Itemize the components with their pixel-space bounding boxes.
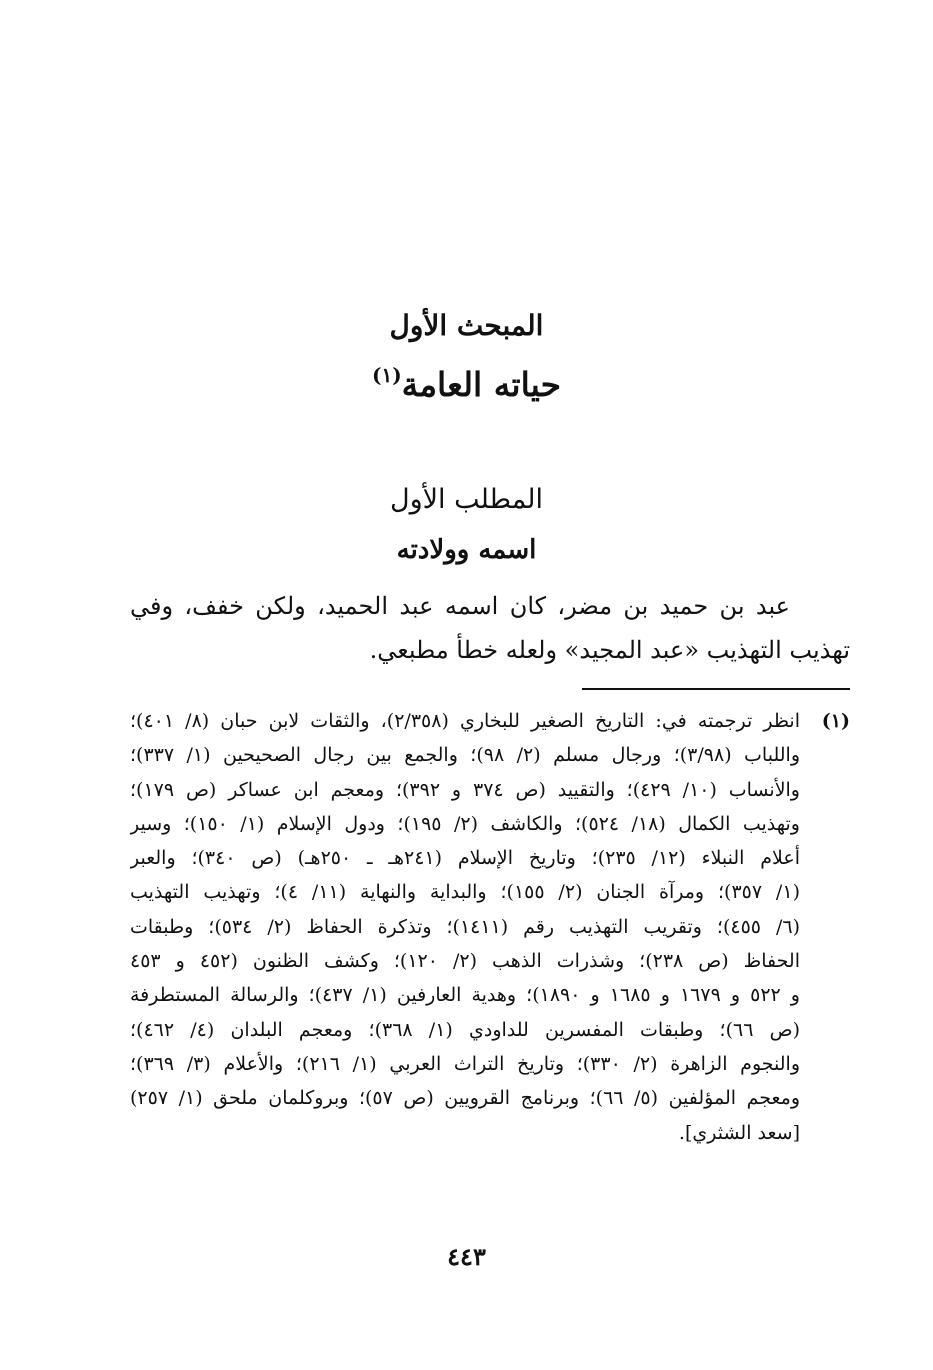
footnote-reference[interactable]: (١): [371, 363, 402, 387]
footnote-line: والنجوم الزاهرة (٢/ ٣٣٠)؛ وتاريخ التراث العربي (١/ ٢١٦)؛ والأعلام (٣/ ٣٦٩)؛: [130, 1052, 800, 1075]
body-line: تهذيب التهذيب «عبد المجيد» ولعله خطأ مطبعي.: [369, 636, 850, 664]
footnote-line: والأنساب (١٠/ ٤٢٩)؛ والتقييد (ص ٣٧٤ و ٣٩٢)؛ ومعجم ابن عساكر (ص ١٧٩)؛: [130, 778, 800, 801]
footnote-line: و ٥٢٢ و ١٦٧٩ و ١٦٨٥ و ١٨٩٠)؛ وهدية العارفين (١/ ٤٣٧)؛ والرسالة المستطرفة: [130, 984, 800, 1007]
footnote-line: وتهذيب الكمال (١٨/ ٥٢٤)؛ والكاشف (٢/ ١٩٥)؛ ودول الإسلام (١/ ١٥٠)؛ وسير: [130, 812, 800, 835]
footnote-number: (١): [821, 710, 850, 732]
chapter-subtitle-text: حياته العامة: [401, 365, 562, 404]
footnote-line: (١/ ٣٥٧)؛ ومرآة الجنان (٢/ ١٥٥)؛ والبداية والنهاية (١١/ ٤)؛ وتهذيب التهذيب: [130, 881, 800, 904]
footnote-line: انظر ترجمته في: التاريخ الصغير للبخاري (٢/٣٥٨)، والثقات لابن حبان (٨/ ٤٠١)؛: [130, 710, 800, 732]
footnote-line: ومعجم المؤلفين (٥/ ٦٦)؛ وبرنامج القرويين (ص ٥٧)؛ وبروكلمان ملحق (١/ ٢٥٧): [130, 1087, 800, 1110]
footnote-line: (ص ٦٦)؛ وطبقات المفسرين للداودي (١/ ٣٦٨)؛ ومعجم البلدان (٤/ ٤٦٢)؛: [130, 1018, 800, 1041]
footnote-line: أعلام النبلاء (١٢/ ٢٣٥)؛ وتاريخ الإسلام (٢٤١هـ ـ ٢٥٠هـ) (ص ٣٤٠)؛ والعبر: [130, 847, 800, 870]
section-subtitle: اسمه وولادته: [396, 535, 537, 565]
page-number: ٤٤٣: [447, 1242, 486, 1271]
footnote-line: الحفاظ (ص ٢٣٨)؛ وشذرات الذهب (٢/ ١٢٠)؛ وكشف الظنون (٤٥٢ و ٤٥٣: [130, 950, 800, 973]
footnote: [130, 704, 850, 1150]
footnote-line: (٦/ ٤٥٥)؛ وتقريب التهذيب رقم (١٤١١)؛ وتذكرة الحفاظ (٢/ ٥٣٤)؛ وطبقات: [130, 915, 800, 938]
chapter-subtitle: [0, 352, 933, 408]
footnote-line: واللباب (٣/٩٨)؛ ورجال مسلم (٢/ ٩٨)؛ والجمع بين رجال الصحيحين (١/ ٣٣٧)؛: [130, 744, 800, 767]
footnote-line: [سعد الشثري].: [678, 1121, 800, 1144]
body-line: عبد بن حميد بن مضر، كان اسمه عبد الحميد، ولكن خفف، وفي: [130, 592, 791, 620]
footnote-divider: [582, 688, 850, 690]
footnote-body: [130, 704, 800, 1150]
section-title: المطلب الأول: [389, 484, 544, 515]
body-paragraph: [130, 584, 850, 672]
chapter-title: المبحث الأول: [389, 309, 544, 342]
